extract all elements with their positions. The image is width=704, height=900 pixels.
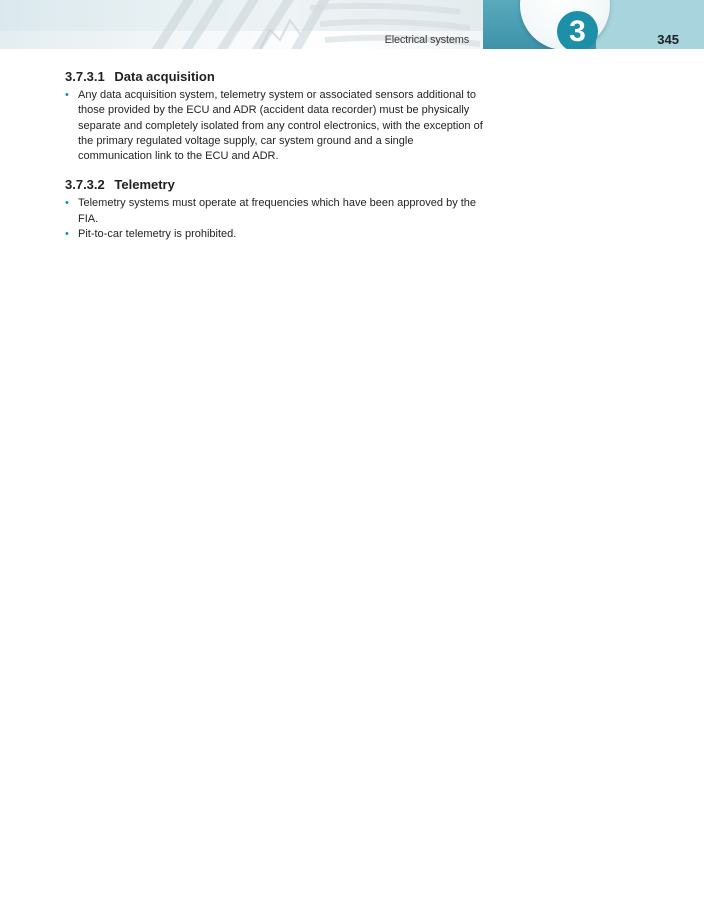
list-item [65,88,485,164]
bullet-list-data-acquisition [65,88,485,164]
section-heading-telemetry [65,176,485,194]
list-item [65,227,485,242]
page-content [65,68,485,242]
page-header [0,0,704,49]
section-number: 3.7.3.1 [65,69,105,84]
section-title: Telemetry [114,177,175,193]
header-light-panel [596,0,704,49]
bullet-icon: • [65,89,69,101]
bullet-list-telemetry [65,196,485,242]
chapter-number-badge: 3 [557,11,598,49]
list-item-text: Any data acquisition system, telemetry system or associated sensors additional to those provided by the ECU and ADR (accident data recorder) must be physically separate and completely isolated from any control electronics, with the exception of the primary regulated voltage supply, car system ground and a single communication link to the ECU and ADR. [78,89,483,163]
bullet-icon: • [65,197,69,210]
list-item-text: Telemetry systems must operate at frequencies which have been approved by the FIA. [78,197,477,225]
bullet-icon: • [65,228,69,241]
section-number: 3.7.3.2 [65,177,105,193]
page-number: 345 [657,32,679,47]
list-item-text: Pit-to-car telemetry is prohibited. [78,228,237,241]
list-item [65,196,485,227]
section-title: Data acquisition [114,69,215,84]
section-heading-data-acquisition [65,68,485,86]
running-header-title: Electrical systems [384,34,469,46]
